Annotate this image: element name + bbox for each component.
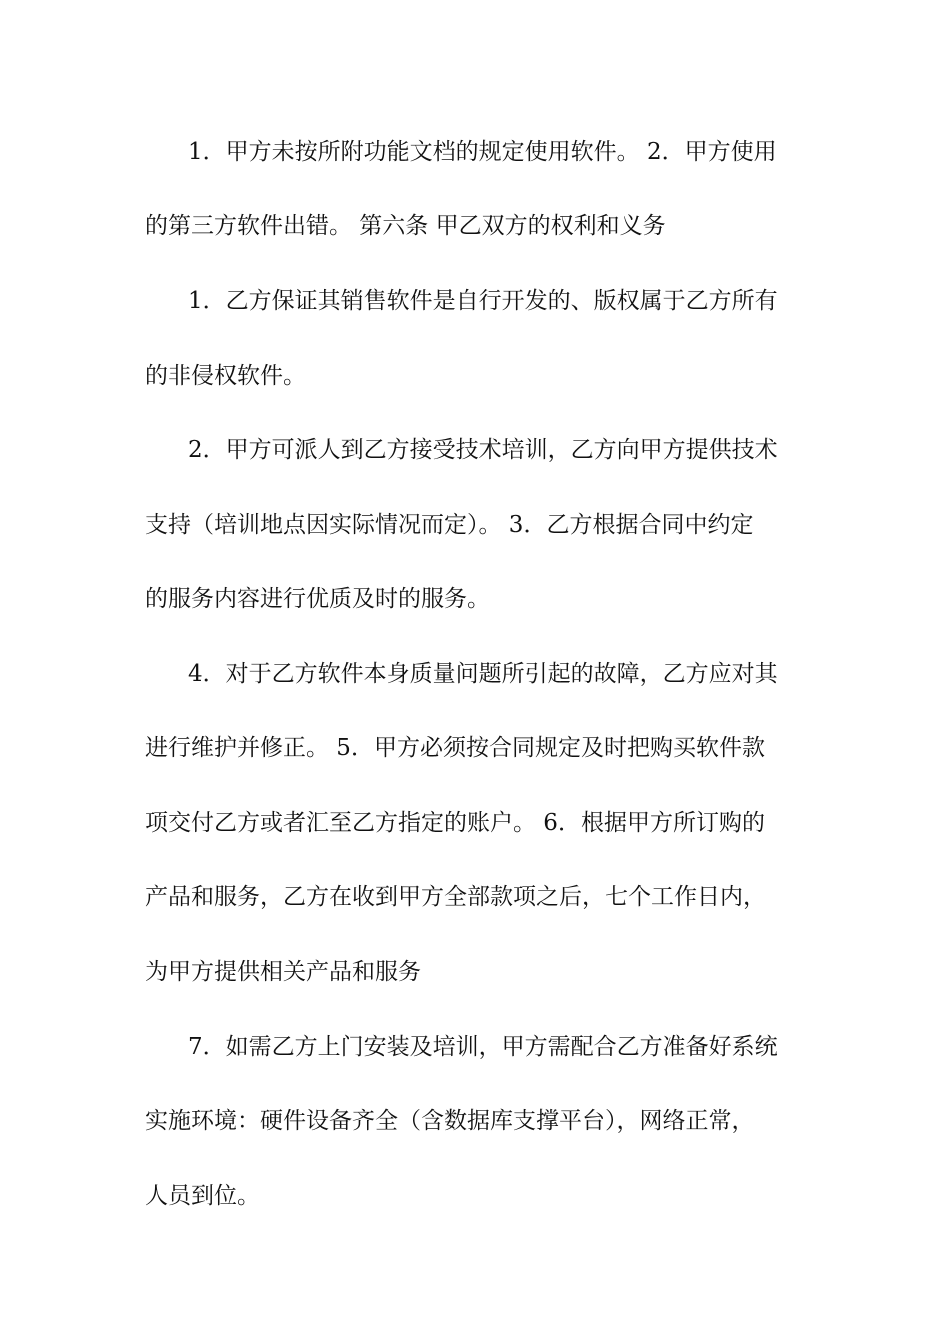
text-line: 进行维护并修正。 5．甲方必须按合同规定及时把购买软件款 bbox=[145, 735, 765, 761]
text-line: 1．乙方保证其销售软件是自行开发的、版权属于乙方所有 bbox=[188, 288, 778, 314]
text-line: 7．如需乙方上门安装及培训，甲方需配合乙方准备好系统 bbox=[188, 1034, 778, 1060]
text-line: 实施环境：硬件设备齐全（含数据库支撑平台），网络正常， bbox=[145, 1108, 755, 1134]
text-line: 的第三方软件出错。 第六条 甲乙双方的权利和义务 bbox=[145, 213, 666, 239]
text-line: 项交付乙方或者汇至乙方指定的账户。 6．根据甲方所订购的 bbox=[145, 810, 765, 836]
text-line: 4．对于乙方软件本身质量问题所引起的故障，乙方应对其 bbox=[188, 661, 778, 687]
text-line: 的非侵权软件。 bbox=[145, 363, 306, 389]
text-line: 为甲方提供相关产品和服务 bbox=[145, 959, 421, 985]
text-line: 产品和服务，乙方在收到甲方全部款项之后，七个工作日内， bbox=[145, 884, 766, 910]
text-line: 支持（培训地点因实际情况而定）。 3．乙方根据合同中约定 bbox=[145, 512, 754, 538]
text-line: 人员到位。 bbox=[145, 1183, 260, 1209]
text-line: 1．甲方未按所附功能文档的规定使用软件。 2．甲方使用 bbox=[188, 139, 777, 165]
text-line: 2．甲方可派人到乙方接受技术培训，乙方向甲方提供技术 bbox=[188, 437, 778, 463]
text-line: 的服务内容进行优质及时的服务。 bbox=[145, 586, 490, 612]
